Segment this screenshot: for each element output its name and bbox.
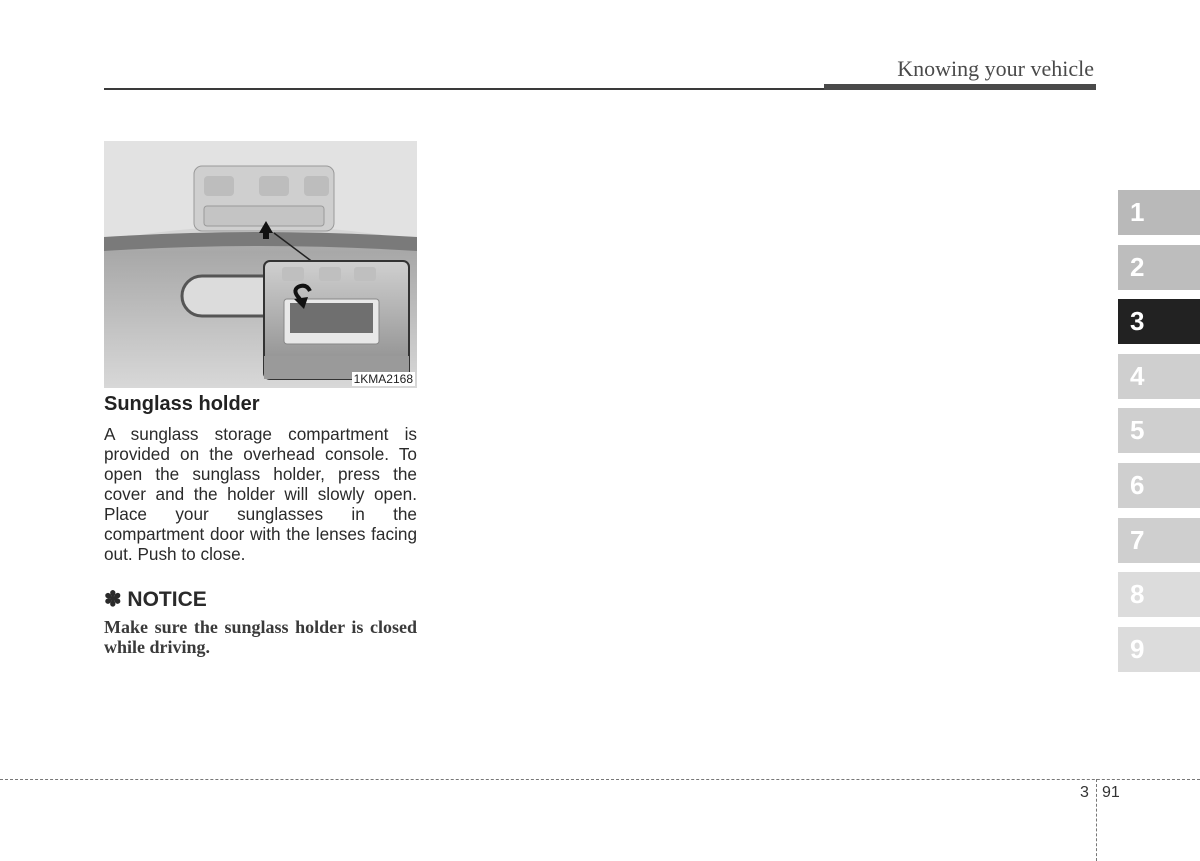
chapter-tabs [1118,190,1200,681]
page-chapter: 3 [1080,784,1089,801]
notice-text: Make sure the sunglass holder is closed while driving. [104,617,417,657]
chapter-tab-6[interactable]: 6 [1118,463,1200,508]
header-title: Knowing your vehicle [897,56,1094,81]
chapter-tab-2[interactable]: 2 [1118,245,1200,290]
section-heading: Sunglass holder [104,393,260,415]
chapter-tab-5[interactable]: 5 [1118,408,1200,453]
chapter-tab-9[interactable]: 9 [1118,627,1200,672]
footer-divider [1096,779,1097,861]
notice-heading: ✽ NOTICE [104,588,207,611]
section-body: A sunglass storage compartment is provided on the overhead console. To open the sunglass holder, press the cover and the holder will slowly open. Place your sunglasses in the compartment door with the lenses facing out. Push to close. [104,424,417,564]
chapter-tab-3[interactable]: 3 [1118,299,1200,344]
chapter-tab-4[interactable]: 4 [1118,354,1200,399]
chapter-tab-1[interactable]: 1 [1118,190,1200,235]
chapter-tab-8[interactable]: 8 [1118,572,1200,617]
footer-rule [0,779,1200,780]
header-rule-accent [824,84,1096,90]
chapter-tab-7[interactable]: 7 [1118,518,1200,563]
header-rule [104,88,824,90]
figure-code: 1KMA2168 [353,372,413,386]
sunglass-holder-illustration [104,141,417,388]
page-number: 91 [1102,784,1120,801]
